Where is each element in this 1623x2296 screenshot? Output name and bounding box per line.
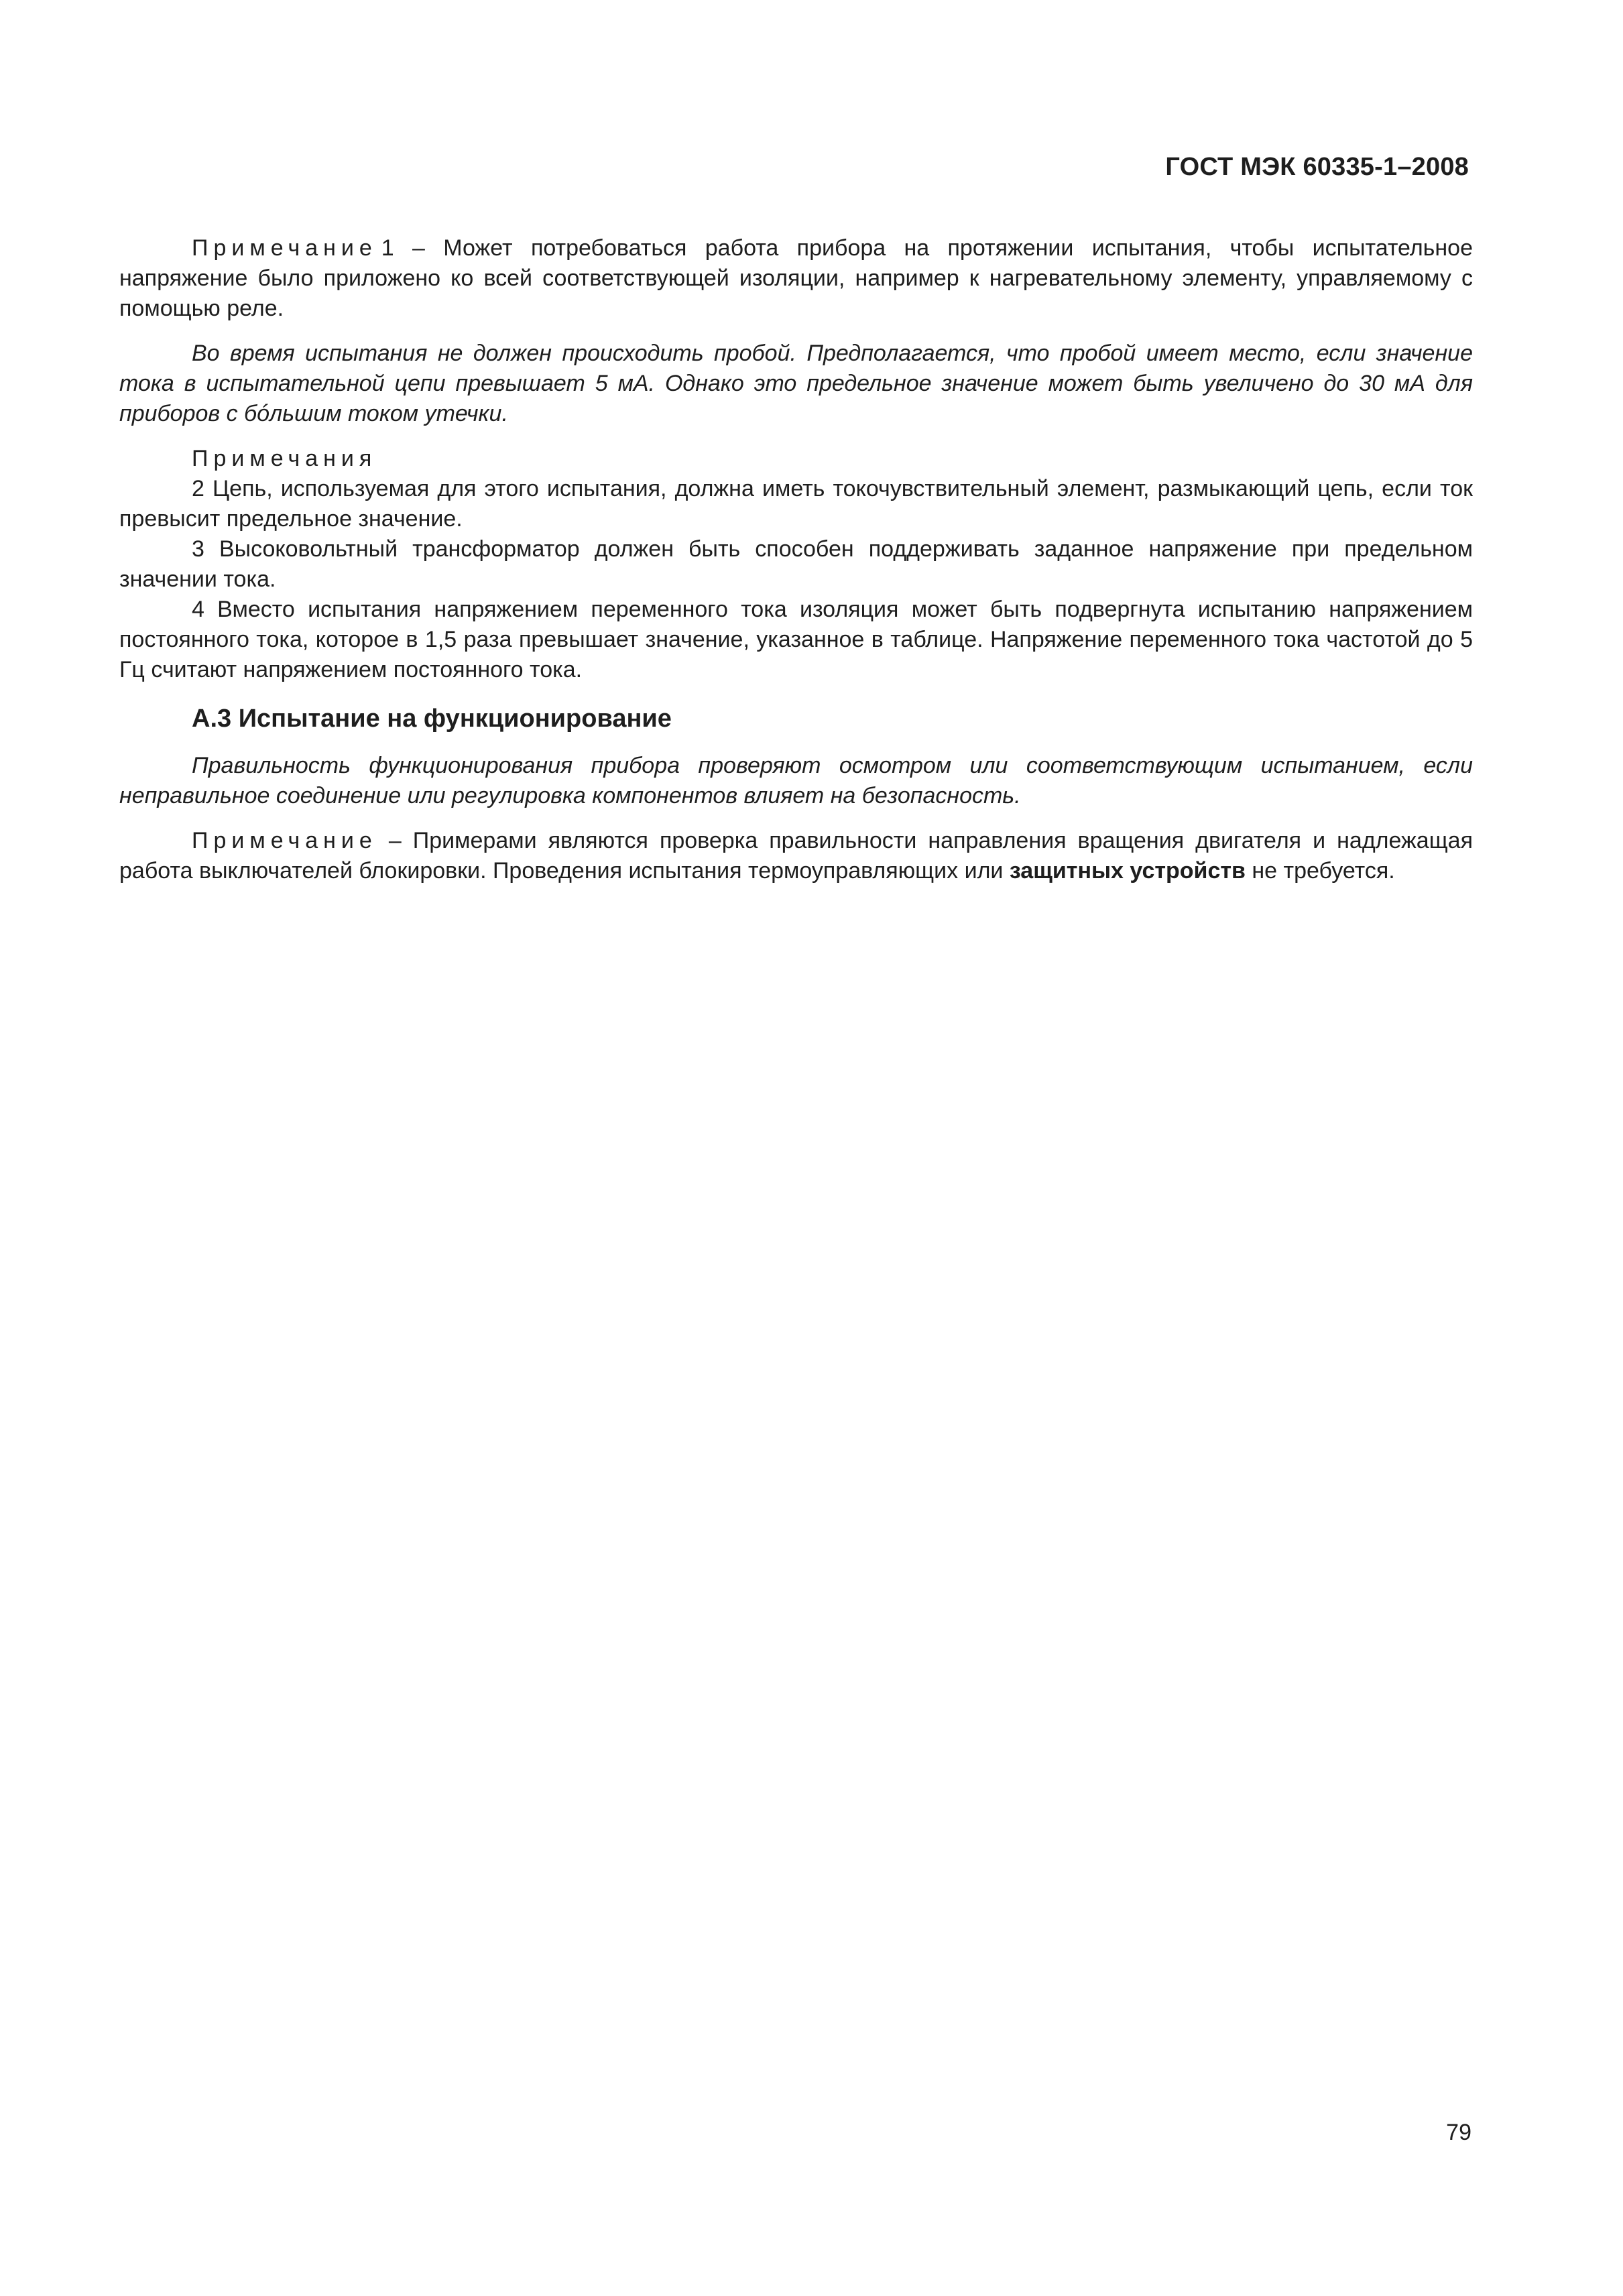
note-2: 2 Цепь, используемая для этого испытания, должна иметь токочувствительный элемент, размыкающий цепь, если ток превысит предельное значение. <box>119 476 1473 532</box>
document-standard-id: ГОСТ МЭК 60335-1–2008 <box>1165 153 1469 181</box>
section-heading: А.3 Испытание на функционирование <box>192 705 672 733</box>
note-3: 3 Высоковольтный трансформатор должен быть способен поддерживать заданное напряжение при предельном значении тока. <box>119 536 1473 592</box>
section-note-label: Примечание <box>192 828 377 853</box>
section-note-text-end: не требуется. <box>1245 858 1395 884</box>
document-body <box>119 233 1473 886</box>
section-note-bold-term: защитных устройств <box>1009 858 1246 884</box>
function-requirement: Правильность функционирования прибора проверяют осмотром или соответствующим испытанием, если неправильное соединение или регулировка компонентов влияет на безопасность. <box>119 753 1473 808</box>
breakdown-requirement: Во время испытания не должен происходить пробой. Предполагается, что пробой имеет место, если значение тока в испытательной цепи превышает 5 мА. Однако это предельное значение может быть увеличено до 30 мА для приборов с бóльшим током утечки. <box>119 341 1473 426</box>
note-1-number: 1 <box>381 235 394 261</box>
note-1 <box>119 233 1473 324</box>
note-4: 4 Вместо испытания напряжением переменного тока изоляция может быть подвергнута испытанию напряжением постоянного тока, которое в 1,5 раза превышает значение, указанное в таблице. Напряжение переменного тока частотой до 5 Гц считают напряжением постоянного тока. <box>119 597 1473 682</box>
section-note-text: – Примерами являются проверка правильности направления вращения двигателя и надлежащая работа выключателей блокировки. Проведения испытания термоуправляющих или <box>119 828 1473 884</box>
page-number: 79 <box>1446 2120 1471 2145</box>
notes-label: Примечания <box>192 446 377 471</box>
section-note <box>119 826 1473 886</box>
note-1-label: Примечание <box>192 235 377 261</box>
note-1-text: – Может потребоваться работа прибора на протяжении испытания, чтобы испытательное напряжение было приложено ко всей соответствующей изоляции, например к нагревательному элементу, управляемому с помощью реле. <box>119 235 1473 321</box>
